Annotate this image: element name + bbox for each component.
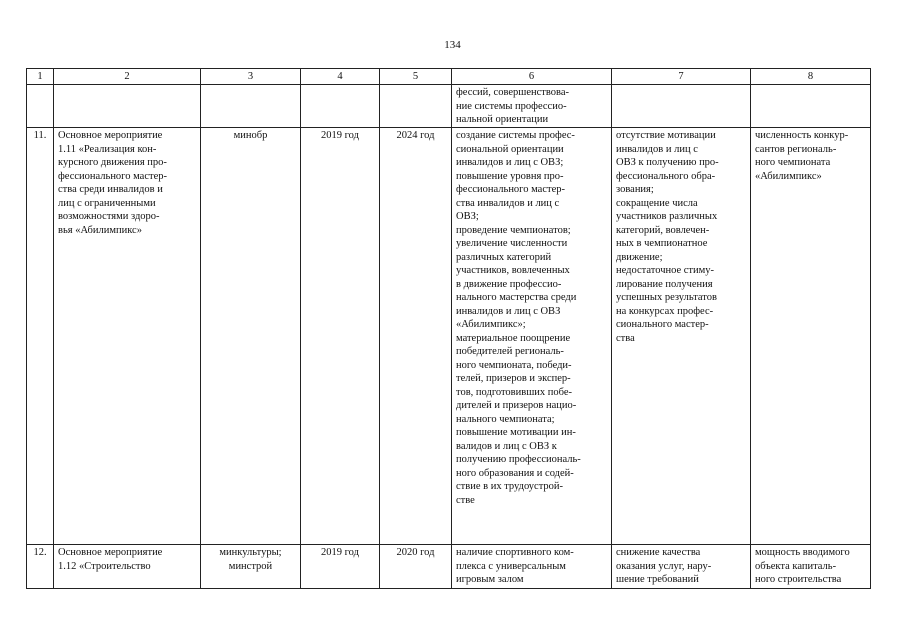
column-number: 7 (612, 69, 751, 85)
column-number-row (27, 69, 871, 85)
consequences-text: снижение качества оказания услуг, нару- шение требований (616, 547, 712, 585)
event-name-text: Основное мероприятие 1.12 «Строительство (58, 547, 163, 572)
table-cell (612, 85, 751, 128)
continuation-row (27, 85, 871, 128)
indicators-cell: численность конкур- сантов региональ- ного чемпионата «Абилимпикс» (751, 128, 871, 545)
table-row (27, 128, 871, 545)
table-cell (201, 85, 301, 128)
start-year-cell (301, 545, 380, 589)
column-number: 8 (751, 69, 871, 85)
indicators-cell (751, 545, 871, 589)
end-year-cell: 2024 год (380, 128, 452, 545)
column-number: 4 (301, 69, 380, 85)
start-year-text: 2019 год (321, 547, 359, 558)
indicators-text: мощность вводимого объекта капиталь- ного строительства (755, 547, 850, 585)
event-name-cell (54, 545, 201, 589)
table-row (27, 545, 871, 589)
results-cell (452, 545, 612, 589)
start-year-cell: 2019 год (301, 128, 380, 545)
end-year-cell (380, 545, 452, 589)
consequences-cell (612, 545, 751, 589)
column-number: 3 (201, 69, 301, 85)
consequences-cell: отсутствие мотивации инвалидов и лиц с ОВЗ к получению про- фессионального обра- зования; сокращение числа участников различных категорий, вовлечен- ных в чемпионатное движение; недостаточное стиму- лирование получения успешных результатов на конкурсах профес- сионального мастер- ства (612, 128, 751, 545)
program-table (26, 68, 871, 589)
results-cell: фессий, совершенствова- ние системы профессио- нальной ориентации (452, 85, 612, 128)
results-cell: создание системы профес- сиональной ориентации инвалидов и лиц с ОВЗ; повышение уровня про- фессионального мастер- ства инвалидов и лиц с ОВЗ; проведение чемпионатов; увеличение численности различных категорий участников, вовлеченных в движение профессио- нального мастерства среди инвалидов и лиц с ОВЗ «Абилимпикс»; материальное поощрение победителей региональ- ного чемпионата, победи- телей, призеров и экспер- тов, подготовивших побе- дителей и призеров нацио- нального чемпионата; повышение мотивации ин- валидов и лиц с ОВЗ к получению профессиональ- ного образования и содей- ствие в их трудоустрой- стве (452, 128, 612, 545)
executor-cell: минобр (201, 128, 301, 545)
table-cell (380, 85, 452, 128)
row-number-text: 12. (33, 547, 47, 558)
column-number: 1 (27, 69, 54, 85)
row-number: 11. (27, 128, 54, 545)
event-name-cell: Основное мероприятие 1.11 «Реализация кон- курсного движения про- фессионального мастер- ства среди инвалидов и лиц с ограниченными возможностями здоро- вья «Абилимпикс» (54, 128, 201, 545)
column-number: 5 (380, 69, 452, 85)
page-number: 134 (444, 39, 461, 51)
row-number (27, 545, 54, 589)
executor-cell (201, 545, 301, 589)
table-cell (54, 85, 201, 128)
executor-text: минкультуры; минстрой (219, 547, 282, 572)
table-cell (751, 85, 871, 128)
column-number: 6 (452, 69, 612, 85)
table-cell (27, 85, 54, 128)
results-text: наличие спортивного ком- плекса с универсальным игровым залом (456, 547, 574, 585)
column-number: 2 (54, 69, 201, 85)
table-cell (301, 85, 380, 128)
end-year-text: 2020 год (396, 547, 435, 558)
